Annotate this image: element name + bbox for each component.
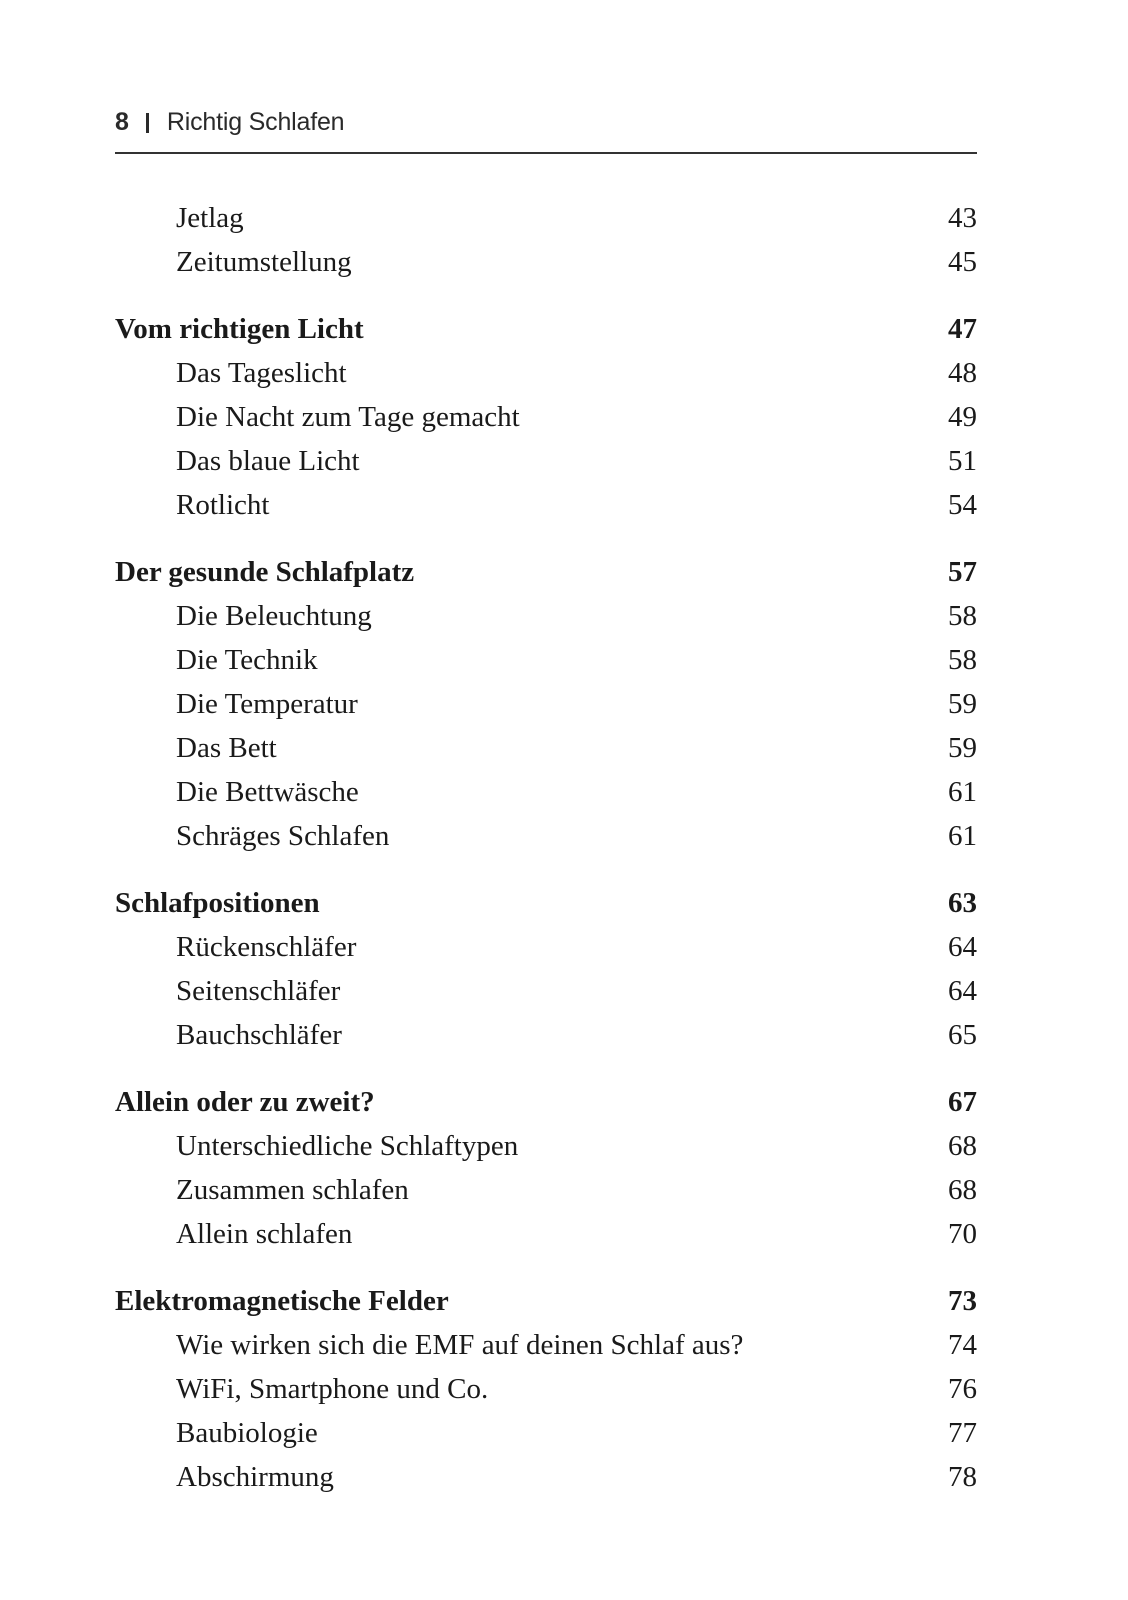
dot-leader: [351, 381, 944, 382]
toc-entry-label: Jetlag: [176, 202, 244, 234]
toc-entry-page: 54: [948, 489, 977, 521]
toc-section-entry: [115, 925, 977, 969]
toc-entry-label: Baubiologie: [176, 1417, 318, 1449]
toc-entry-label: Vom richtigen Licht: [115, 313, 364, 345]
toc-section-entry: [115, 240, 977, 284]
toc-entry-label: Allein oder zu zweit?: [115, 1086, 375, 1118]
toc-section-entry: [115, 1323, 977, 1367]
dot-leader: [747, 1353, 944, 1354]
toc-entry-page: 70: [948, 1218, 977, 1250]
dot-leader: [346, 1043, 944, 1044]
toc-section-entry: [115, 1168, 977, 1212]
toc-entry-label: Schlafpositionen: [115, 887, 320, 919]
chapter-spacer: [115, 284, 977, 307]
toc-entry-page: 64: [948, 975, 977, 1007]
toc-section-entry: [115, 770, 977, 814]
toc-chapter-entry: [115, 881, 977, 925]
toc-entry-page: 58: [948, 644, 977, 676]
toc-entry-label: Der gesunde Schlafplatz: [115, 556, 415, 588]
toc-entry-page: 68: [948, 1130, 977, 1162]
dot-leader: [363, 800, 944, 801]
toc-entry-label: Abschirmung: [176, 1461, 334, 1493]
dot-leader: [364, 469, 944, 470]
dot-leader: [524, 425, 944, 426]
toc-section-entry: [115, 726, 977, 770]
toc-entry-label: Die Bettwäsche: [176, 776, 359, 808]
chapter-spacer: [115, 527, 977, 550]
dot-leader: [453, 1309, 944, 1310]
chapter-spacer: [115, 1057, 977, 1080]
toc-section-entry: [115, 1124, 977, 1168]
dot-leader: [368, 337, 944, 338]
toc-section-entry: [115, 682, 977, 726]
toc-entry-page: 74: [948, 1329, 977, 1361]
toc-entry-label: Die Beleuchtung: [176, 600, 372, 632]
toc-section-entry: [115, 1013, 977, 1057]
dot-leader: [492, 1397, 944, 1398]
page-number: 8: [115, 108, 129, 136]
toc-section-entry: [115, 395, 977, 439]
dot-leader: [248, 226, 944, 227]
dot-leader: [356, 270, 944, 271]
toc-entry-page: 65: [948, 1019, 977, 1051]
toc-entry-page: 73: [948, 1285, 977, 1317]
toc-entry-page: 45: [948, 246, 977, 278]
header-separator: [146, 113, 149, 133]
toc-entry-page: 64: [948, 931, 977, 963]
toc-entry-label: Unterschiedliche Schlaftypen: [176, 1130, 519, 1162]
toc-section-entry: [115, 1455, 977, 1499]
chapter-spacer: [115, 858, 977, 881]
dot-leader: [338, 1485, 944, 1486]
toc-entry-label: Das blaue Licht: [176, 445, 360, 477]
toc-entry-page: 59: [948, 688, 977, 720]
toc-entry-page: 58: [948, 600, 977, 632]
dot-leader: [522, 1154, 944, 1155]
toc-entry-page: 67: [948, 1086, 977, 1118]
toc-entry-page: 61: [948, 820, 977, 852]
toc-entry-label: Rückenschläfer: [176, 931, 357, 963]
toc-section-entry: [115, 814, 977, 858]
dot-leader: [418, 580, 944, 581]
toc-entry-page: 47: [948, 313, 977, 345]
toc-entry-label: Wie wirken sich die EMF auf deinen Schlaf aus?: [176, 1329, 744, 1361]
dot-leader: [360, 955, 944, 956]
chapter-spacer: [115, 1256, 977, 1279]
toc-entry-page: 76: [948, 1373, 977, 1405]
toc-entry-label: Das Bett: [176, 732, 277, 764]
toc-section-entry: [115, 1367, 977, 1411]
dot-leader: [393, 844, 944, 845]
toc-section-entry: [115, 594, 977, 638]
toc-entry-label: Elektromagnetische Felder: [115, 1285, 449, 1317]
toc-entry-label: Bauchschläfer: [176, 1019, 342, 1051]
toc-entry-label: Seitenschläfer: [176, 975, 341, 1007]
toc-entry-label: Rotlicht: [176, 489, 270, 521]
dot-leader: [376, 624, 944, 625]
toc-chapter-entry: [115, 1080, 977, 1124]
toc-entry-page: 63: [948, 887, 977, 919]
toc-entry-label: Die Technik: [176, 644, 318, 676]
toc-entry-page: 68: [948, 1174, 977, 1206]
running-head: [115, 108, 977, 137]
toc-chapter-entry: [115, 550, 977, 594]
toc-entry-page: 43: [948, 202, 977, 234]
dot-leader: [322, 1441, 944, 1442]
toc-entry-page: 49: [948, 401, 977, 433]
dot-leader: [356, 1242, 944, 1243]
toc-entry-label: Das Tageslicht: [176, 357, 347, 389]
toc-entry-page: 61: [948, 776, 977, 808]
toc-entry-label: Schräges Schlafen: [176, 820, 390, 852]
toc-section-entry: [115, 638, 977, 682]
toc-section-entry: [115, 439, 977, 483]
header-rule: [115, 152, 977, 154]
toc-section-entry: [115, 483, 977, 527]
toc-entry-label: Allein schlafen: [176, 1218, 353, 1250]
table-of-contents: [115, 196, 977, 1499]
toc-section-entry: [115, 969, 977, 1013]
toc-section-entry: [115, 1411, 977, 1455]
dot-leader: [273, 513, 944, 514]
toc-section-entry: [115, 196, 977, 240]
toc-entry-label: Die Temperatur: [176, 688, 358, 720]
toc-chapter-entry: [115, 307, 977, 351]
toc-entry-page: 77: [948, 1417, 977, 1449]
toc-section-entry: [115, 1212, 977, 1256]
toc-entry-page: 48: [948, 357, 977, 389]
toc-entry-page: 51: [948, 445, 977, 477]
toc-section-entry: [115, 351, 977, 395]
toc-entry-label: Zusammen schlafen: [176, 1174, 409, 1206]
dot-leader: [324, 911, 944, 912]
toc-entry-page: 59: [948, 732, 977, 764]
toc-entry-label: Die Nacht zum Tage gemacht: [176, 401, 520, 433]
dot-leader: [379, 1110, 944, 1111]
toc-entry-label: WiFi, Smartphone und Co.: [176, 1373, 489, 1405]
dot-leader: [344, 999, 944, 1000]
toc-entry-page: 78: [948, 1461, 977, 1493]
toc-chapter-entry: [115, 1279, 977, 1323]
dot-leader: [322, 668, 944, 669]
dot-leader: [281, 756, 944, 757]
book-title: Richtig Schlafen: [166, 108, 345, 136]
toc-entry-label: Zeitumstellung: [176, 246, 352, 278]
toc-entry-page: 57: [948, 556, 977, 588]
dot-leader: [413, 1198, 944, 1199]
dot-leader: [362, 712, 944, 713]
